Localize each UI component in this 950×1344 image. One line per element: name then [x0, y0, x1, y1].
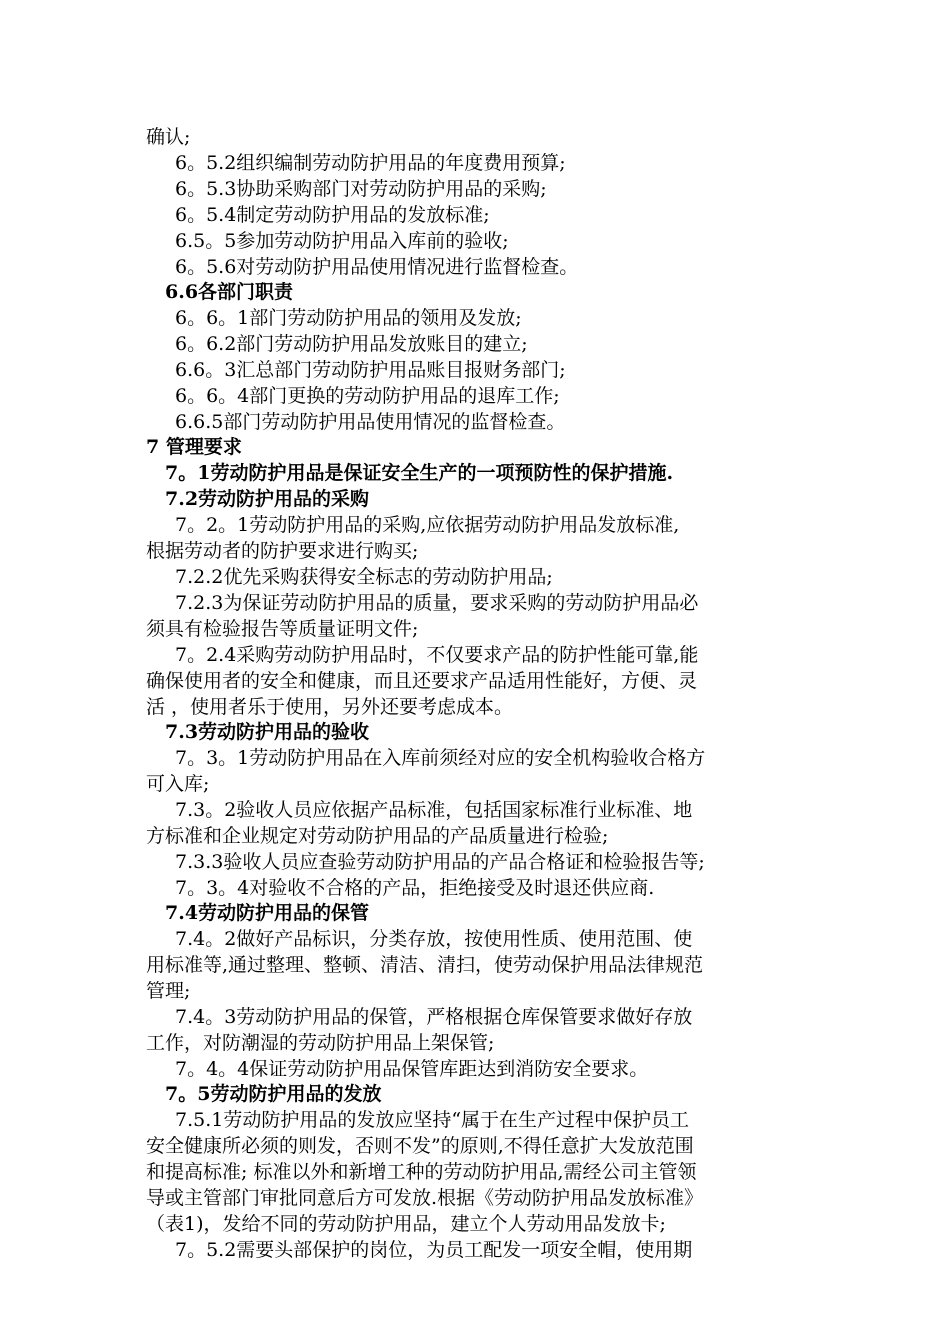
- text-line: 管理;: [146, 980, 191, 1002]
- text-line: 活 ，使用者乐于使用，另外还要考虑成本。: [146, 696, 514, 718]
- section-heading: 7。5劳动防护用品的发放: [165, 1083, 382, 1105]
- text-line: 须具有检验报告等质量证明文件;: [146, 618, 419, 640]
- text-line: 7。3。4对验收不合格的产品，拒绝接受及时退还供应商.: [175, 877, 655, 899]
- text-line: 7.2.2优先采购获得安全标志的劳动防护用品;: [175, 566, 553, 588]
- text-line: 导或主管部门审批同意后方可发放.根据《劳动防护用品发放标准》: [146, 1187, 704, 1209]
- text-line: 7.2.3为保证劳动防护用品的质量，要求采购的劳动防护用品必: [175, 592, 699, 614]
- text-line: 6。5.4制定劳动防护用品的发放标准;: [175, 204, 490, 226]
- text-line: 用标准等,通过整理、整顿、清洁、清扫，使劳动保护用品法律规范: [146, 954, 704, 976]
- text-line: 可入库;: [146, 773, 210, 795]
- text-line: 7。5.2需要头部保护的岗位，为员工配发一项安全帽，使用期: [175, 1239, 693, 1261]
- text-line: 6.6。3汇总部门劳动防护用品账目报财务部门;: [175, 359, 566, 381]
- text-line: 6。5.3协助采购部门对劳动防护用品的采购;: [175, 178, 547, 200]
- text-line: 确保使用者的安全和健康，而且还要求产品适用性能好，方便、灵: [146, 670, 698, 692]
- text-line: 7.4。3劳动防护用品的保管，严格根据仓库保管要求做好存放: [175, 1006, 693, 1028]
- text-line: 6。5.2组织编制劳动防护用品的年度费用预算;: [175, 152, 566, 174]
- text-line: 7.5.1劳动防护用品的发放应坚持“属于在生产过程中保护员工: [175, 1109, 690, 1131]
- text-line: 6。6。4部门更换的劳动防护用品的退库工作;: [175, 385, 560, 407]
- text-line: 6.5。5参加劳动防护用品入库前的验收;: [175, 230, 509, 252]
- text-line: 方标准和企业规定对劳动防护用品的产品质量进行检验;: [146, 825, 609, 847]
- section-heading: 7。1劳动防护用品是保证安全生产的一项预防性的保护措施.: [165, 462, 674, 484]
- text-line: 7。2。1劳动防护用品的采购,应依据劳动防护用品发放标准,: [175, 514, 680, 536]
- text-line: 7.3。2验收人员应依据产品标准，包括国家标准行业标准、地: [175, 799, 693, 821]
- section-heading: 7.2劳动防护用品的采购: [165, 488, 370, 510]
- text-line: 7。3。1劳动防护用品在入库前须经对应的安全机构验收合格方: [175, 747, 706, 769]
- text-line: 6。6.2部门劳动防护用品发放账目的建立;: [175, 333, 528, 355]
- text-line: 和提高标准; 标准以外和新增工种的劳动防护用品,需经公司主管领: [146, 1161, 697, 1183]
- text-line: 7。2.4采购劳动防护用品时，不仅要求产品的防护性能可靠,能: [175, 644, 699, 666]
- section-heading: 6.6各部门职责: [165, 281, 294, 303]
- text-line: 确认;: [146, 126, 191, 148]
- text-line: 7.4。2做好产品标识，分类存放，按使用性质、使用范围、使: [175, 928, 693, 950]
- text-line: 7.3.3验收人员应查验劳动防护用品的产品合格证和检验报告等;: [175, 851, 705, 873]
- text-line: （表1)，发给不同的劳动防护用品，建立个人劳动用品发放卡;: [146, 1213, 666, 1235]
- text-line: 6。5.6对劳动防护用品使用情况进行监督检查。: [175, 256, 579, 278]
- text-line: 工作，对防潮湿的劳动防护用品上架保管;: [146, 1032, 495, 1054]
- text-line: 7。4。4保证劳动防护用品保管库距达到消防安全要求。: [175, 1058, 649, 1080]
- text-line: 根据劳动者的防护要求进行购买;: [146, 540, 419, 562]
- section-heading: 7.4劳动防护用品的保管: [165, 902, 370, 924]
- text-line: 6。6。1部门劳动防护用品的领用及发放;: [175, 307, 522, 329]
- chapter-heading: 7 管理要求: [146, 436, 242, 458]
- text-line: 6.6.5部门劳动防护用品使用情况的监督检查。: [175, 411, 566, 433]
- section-heading: 7.3劳动防护用品的验收: [165, 721, 370, 743]
- text-line: 安全健康所必须的则发，否则不发”的原则,不得任意扩大发放范围: [146, 1135, 694, 1157]
